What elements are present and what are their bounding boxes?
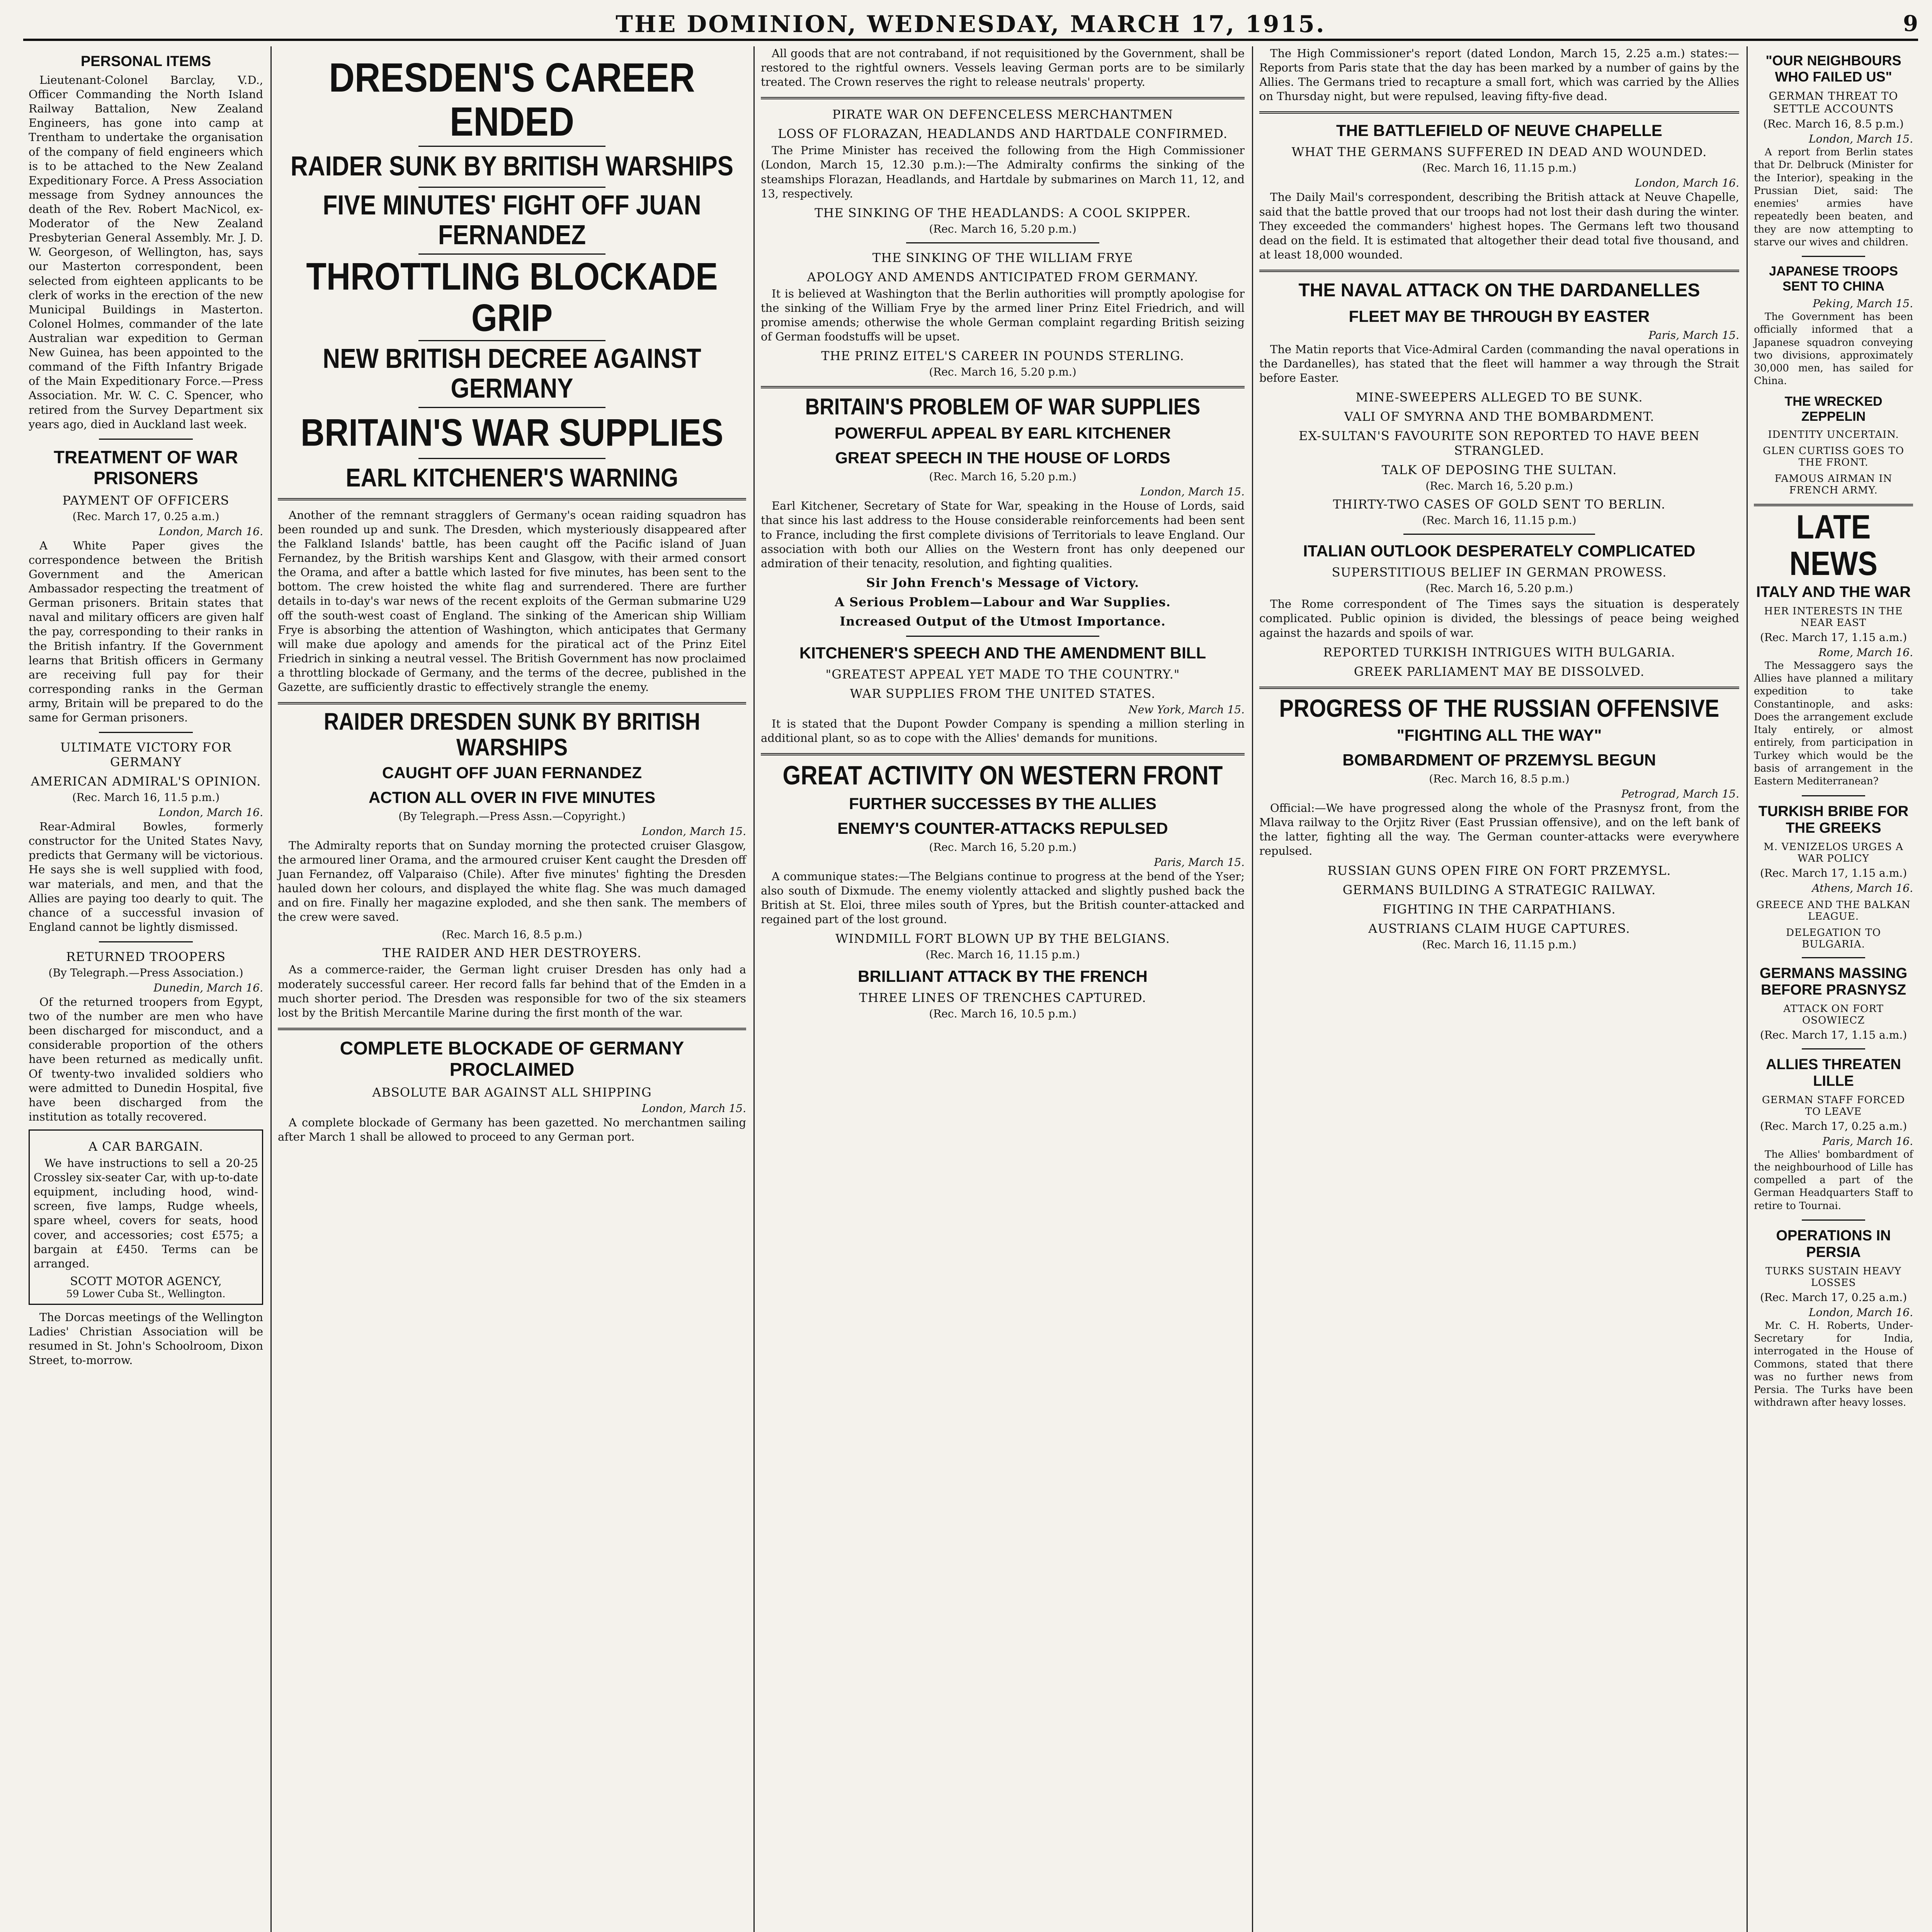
mine-sub: MINE-SWEEPERS ALLEGED TO BE SUNK. [1355,390,1643,405]
threat-sub: GERMAN THREAT TO SETTLE ACCOUNTS [1769,90,1898,115]
neuve-place: London, March 16. [1635,177,1739,190]
headline-further-successes: FURTHER SUCCESSES BY THE ALLIES [849,794,1156,813]
airman-sub: FAMOUS AIRMAN IN FRENCH ARMY. [1774,473,1893,496]
deposing-dateline: (Rec. March 16, 5.20 p.m.) [1425,480,1573,493]
fleet-text: The Matin reports that Vice-Admiral Carden (commanding the naval operations in the Dardanelles), has stated that the fleet will hammer a way through the Strait before Easter. [1259,342,1739,385]
headline-counter-attacks: ENEMY'S COUNTER-ATTACKS REPULSED [837,819,1168,837]
headline-complete-blockade: COMPLETE BLOCKADE OF GERMANY PROCLAIMED [340,1038,684,1080]
neuve-sub: WHAT THE GERMANS SUFFERED IN DEAD AND WOUNDED. [1291,145,1707,160]
eitel-dateline: (Rec. March 16, 5.20 p.m.) [929,366,1077,379]
guns-sub: RUSSIAN GUNS OPEN FIRE ON FORT PRZEMYSL. [1327,863,1671,878]
western-text: A communique states:—The Belgians continue to progress at the bend of the Yser; also south of Dixmude. The enemy violently attacked and slightly pushed back the British at St. Eloi, three miles south of Ypres, but the British counter-attacked and regained part of the lost ground. [761,869,1245,926]
returned-text: Of the returned troopers from Egypt, two of the number are men who have been discharged for misconduct, and a considerable proportion of the others have been returned as medically unfit. Of twenty-two invalided soldiers who were admitted to Dunedin Hospital, five have been discharged from the institution as totally recovered. [29,995,263,1123]
absolute-sub: ABSOLUTE BAR AGAINST ALL SHIPPING [372,1085,652,1100]
ultimate-sub: AMERICAN ADMIRAL'S OPINION. [31,774,261,789]
osowiecz-sub: ATTACK ON FORT OSOWIECZ [1783,1003,1884,1026]
neuve-text: The Daily Mail's correspondent, describing the British attack at Neuve Chapelle, said that the battle proved that our troops had not lost their dash during the winter. They exceeded the commanders' highest hopes. The Germans left two thousand dead on the field. It is estimated that altogether their dead total five thousand, and at least 18,000 wounded. [1259,190,1739,261]
western-dateline: (Rec. March 16, 5.20 p.m.) [929,840,1077,854]
goods-text: All goods that are not contraband, if not requisitioned by the Government, shall be restored to the rightful owners. Vessels leaving German ports are to be similarly treated. The Crown reserves the right to release neutrals' property. [761,47,1245,89]
car-address: 59 Lower Cuba St., Wellington. [66,1288,226,1300]
headline-prasnysz: GERMANS MASSING BEFORE PRASNYSZ [1759,965,1908,998]
threat-place: London, March 15. [1809,133,1913,145]
column-3 [755,46,1250,1932]
greeks-dateline: (Rec. March 17, 1.15 a.m.) [1760,866,1907,879]
headlands-sub: THE SINKING OF THE HEADLANDS: A COOL SKIPPER. [815,205,1191,220]
frye-heading: THE SINKING OF THE WILLIAM FRYE [872,250,1133,265]
payment-place: London, March 16. [159,525,263,538]
us-text: It is stated that the Dupont Powder Company is spending a million sterling in additional plant, so as to cope with the Allies' demands for munitions. [761,717,1245,745]
osowiecz-dateline: (Rec. March 17, 1.15 a.m.) [1760,1028,1907,1041]
interests-sub: HER INTERESTS IN THE NEAR EAST [1764,605,1903,629]
labour-sub: A Serious Problem—Labour and War Supplies. [835,594,1171,609]
gold-dateline: (Rec. March 16, 11.15 p.m.) [1422,514,1577,527]
headline-problem: BRITAIN'S PROBLEM OF WAR SUPPLIES [805,394,1201,420]
delegation-sub: DELEGATION TO BULGARIA. [1786,927,1881,950]
fleet-place: Paris, March 15. [1648,328,1739,342]
byline: (By Telegraph.—Press Assn.—Copyright.) [398,810,626,823]
venizelos-sub: M. VENIZELOS URGES A WAR POLICY [1764,841,1903,864]
dorcas-text: The Dorcas meetings of the Wellington Ladies' Christian Association will be resumed in St. John's Schoolroom, Dixon Street, to-morrow. [29,1310,263,1367]
headline-russian-offensive: PROGRESS OF THE RUSSIAN OFFENSIVE [1279,694,1719,722]
headline-war-supplies: BRITAIN'S WAR SUPPLIES [301,411,723,454]
eitel-sub: THE PRINZ EITEL'S CAREER IN POUNDS STERLING. [821,349,1184,364]
persia-dateline: (Rec. March 17, 0.25 a.m.) [1760,1291,1907,1304]
ultimate-dateline: (Rec. March 16, 11.5 p.m.) [72,791,220,804]
headline-raider-dresden: RAIDER DRESDEN SUNK BY BRITISH WARSHIPS [323,708,701,761]
headline-action-over: ACTION ALL OVER IN FIVE MINUTES [368,788,656,806]
headline-brilliant-attack: BRILLIANT ATTACK BY THE FRENCH [858,967,1148,986]
headline-five-minutes: FIVE MINUTES' FIGHT OFF JUAN FERNANDEZ [323,190,701,250]
italy-text: The Messaggero says the Allies have planned a military expedition to take Constantinople, and asks: Does the arrangement exclude Italy entirely, or almost entirely, from participation in Turkey which would be the basis of arrangement in the Eastern Mediterranean? [1754,660,1913,787]
treatment-heading: TREATMENT OF WAR PRISONERS [54,447,238,488]
column-1 [23,46,269,1932]
headline-neighbours: "OUR NEIGHBOURS WHO FAILED US" [1765,53,1901,85]
speech-place: London, March 15. [1140,485,1245,498]
windmill-dateline: (Rec. March 16, 11.15 p.m.) [925,948,1080,961]
piracy-heading: PIRATE WAR ON DEFENCELESS MERCHANTMEN [832,107,1173,122]
headline-speech: GREAT SPEECH IN THE HOUSE OF LORDS [835,449,1170,467]
payment-dateline: (Rec. March 17, 0.25 a.m.) [72,510,219,523]
balkan-sub: GREECE AND THE BALKAN LEAGUE. [1756,899,1911,922]
column-5 [1748,46,1918,1932]
headline-kitchener-warning: EARL KITCHENER'S WARNING [345,463,679,492]
speech-text: Earl Kitchener, Secretary of State for War, speaking in the House of Lords, said that since his last address to the House considerable reinforcements had been sent to France, including the first complete divisions of Territorials to leave England. Our association with both our Allies on the Western front has only deepened our admiration of their tenacity, resolution, and fighting qualities. [761,499,1245,570]
piracy-text: The Prime Minister has received the following from the High Commissioner (London, March 15, 12.30 p.m.):—The Admiralty confirms the sinking of the steamships Florazan, Headlands, and Hartdale by submarines on March 11, 12, and 13, respectively. [761,144,1245,200]
column-rule [270,46,272,1932]
newspaper-title: THE DOMINION, WEDNESDAY, MARCH 17, 1915. [616,11,1326,38]
przemysl-dateline: (Rec. March 16, 8.5 p.m.) [1429,772,1570,786]
austrians-dateline: (Rec. March 16, 11.15 p.m.) [1422,938,1577,951]
us-place: New York, March 15. [1128,703,1245,716]
western-place: Paris, March 15. [1154,855,1245,869]
windmill-sub: WINDMILL FORT BLOWN UP BY THE BELGIANS. [835,931,1170,946]
headline-japanese: JAPANESE TROOPS SENT TO CHINA [1769,264,1898,294]
returned-place: Dunedin, March 16. [153,981,263,995]
przemysl-text: Official:—We have progressed along the whole of the Prasnysz front, from the Mlava railway to the Orjitz River (East Prussian offensive), and on the left bank of the latter, fighting all the way. The German counter-attacks were everywhere repulsed. [1259,801,1739,858]
italy-dateline: (Rec. March 17, 1.15 a.m.) [1760,631,1907,644]
deposing-sub: TALK OF DEPOSING THE SULTAN. [1381,463,1617,478]
masthead [23,11,1918,41]
returned-heading: RETURNED TROOPERS [66,949,226,964]
curtiss-sub: GLEN CURTISS GOES TO THE FRONT. [1763,445,1904,468]
gold-sub: THIRTY-TWO CASES OF GOLD SENT TO BERLIN. [1333,497,1666,512]
car-agency: SCOTT MOTOR AGENCY, [70,1274,222,1288]
threat-dateline: (Rec. March 16, 8.5 p.m.) [1763,117,1904,130]
raider-text: As a commerce-raider, the German light cruiser Dresden has only had a moderately successful career. Her record falls far behind that of the Emden in a much shorter period. The Dresden was responsible for two of the six steamers lost by the British Mercantile Marine during the first month of the war. [278,963,746,1019]
persia-text: Mr. C. H. Roberts, Under-Secretary for India, interrogated in the House of Commons, stated that there was no further news from Persia. The Turks have been withdrawn after heavy losses. [1754,1320,1913,1409]
headline-dardanelles: THE NAVAL ATTACK ON THE DARDANELLES [1298,280,1700,301]
headline-new-decree: NEW BRITISH DECREE AGAINST GERMANY [323,343,701,404]
greeks-place: Athens, March 16. [1812,881,1913,895]
headline-caught-off: CAUGHT OFF JUAN FERNANDEZ [382,763,642,782]
austrians-sub: AUSTRIANS CLAIM HUGE CAPTURES. [1368,921,1630,936]
headline-persia: OPERATIONS IN PERSIA [1776,1227,1891,1260]
greek-sub: GREEK PARLIAMENT MAY BE DISSOLVED. [1354,664,1645,679]
us-sub: WAR SUPPLIES FROM THE UNITED STATES. [850,686,1156,701]
sultan-sub: EX-SULTAN'S FAVOURITE SON REPORTED TO HAVE BEEN STRANGLED. [1299,429,1700,458]
column-rule [753,46,755,1932]
headline-western-front: GREAT ACTIVITY ON WESTERN FRONT [782,760,1223,791]
speech-dateline: (Rec. March 16, 5.20 p.m.) [929,470,1077,483]
page-number: 9 [1903,11,1918,36]
dresden-dateline-2: (Rec. March 16, 8.5 p.m.) [442,928,582,941]
amendment-sub: "GREATEST APPEAL YET MADE TO THE COUNTRY." [825,667,1180,682]
message-sub: Sir John French's Message of Victory. [866,575,1139,590]
frye-text: It is believed at Washington that the Berlin authorities will promptly apologise for the sinking of the William Frye by the armed liner Prinz Eitel Friedrich, and will promise amends; otherwise the whole German complaint regarding British seizing of German foodstuffs will be upset. [761,287,1245,344]
absolute-place: London, March 15. [642,1102,746,1115]
przemysl-place: Petrograd, March 15. [1621,787,1739,801]
trenches-sub: THREE LINES OF TRENCHES CAPTURED. [859,990,1146,1005]
column-rule [1252,46,1253,1932]
headline-italian-outlook: ITALIAN OUTLOOK DESPERATELY COMPLICATED [1303,542,1696,560]
payment-sub: PAYMENT OF OFFICERS [62,493,230,508]
headlands-dateline: (Rec. March 16, 5.20 p.m.) [929,222,1077,235]
headline-appeal: POWERFUL APPEAL BY EARL KITCHENER [834,424,1171,442]
headline-late-news: LATE NEWS [1789,508,1878,583]
neuve-dateline: (Rec. March 16, 11.15 p.m.) [1422,162,1577,175]
lille-dateline: (Rec. March 17, 0.25 a.m.) [1760,1119,1907,1133]
dresden-place: London, March 15. [642,825,746,838]
personal-items-text: Lieutenant-Colonel Barclay, V.D., Officer Commanding the North Island Railway Battalion, New Zealand Engineers, has gone into camp at Trentham to undertake the organisation of the company of field engineers which is to be attached to the New Zealand Expeditionary Force. A Press Association message from Sydney announces the death of the Rev. Robert MacNicol, ex-Moderator of the New Zealand Presbyterian General Assembly. Mr. J. D. W. Georgeson, of Wellington, has, says our Masterton correspondent, been selected from eighteen applicants to be clerk of works in the erection of the new Municipal Buildings in Masterton. Colonel Holmes, commander of the late Australian war expedition to German New Guinea, has been appointed to the command of the Fifth Infantry Brigade of the Main Expeditionary Force.—Press Association. Mr. W. C. C. Spencer, who retired from the Survey Department six years ago, died in Auckland last week. [29,73,263,431]
persia-place: London, March 16. [1809,1306,1913,1319]
returned-byline: (By Telegraph.—Press Association.) [48,966,243,980]
japanese-place: Peking, March 15. [1813,297,1913,310]
headline-zeppelin: THE WRECKED ZEPPELIN [1784,394,1883,424]
ultimate-heading: ULTIMATE VICTORY FOR GERMANY [60,740,232,770]
car-text: We have instructions to sell a 20-25 Crossley six-seater Car, with up-to-date equipment, including hood, wind-screen, five lamps, Rudge wheels, spare wheel, covers for seats, hood cover, and accessories; cost £575; a bargain at £450. Terms can be arranged. [34,1156,258,1270]
headline-neuve-chapelle: THE BATTLEFIELD OF NEUVE CHAPELLE [1336,121,1662,140]
identity-sub: IDENTITY UNCERTAIN. [1768,429,1899,440]
frye-sub: APOLOGY AND AMENDS ANTICIPATED FROM GERMANY. [807,269,1199,284]
absolute-text: A complete blockade of Germany has been gazetted. No merchantmen sailing after March 1 shall be allowed to proceed to any German port. [278,1116,746,1143]
piracy-sub: LOSS OF FLORAZAN, HEADLANDS AND HARTDALE CONFIRMED. [777,126,1228,141]
lille-place: Paris, March 16. [1822,1134,1913,1148]
staff-sub: GERMAN STAFF FORCED TO LEAVE [1762,1094,1905,1117]
ultimate-text: Rear-Admiral Bowles, formerly constructor for the United States Navy, predicts that Germany will be victorious. He says she is well supplied with food, war materials, and men, and that the Allies are paying too dearly to quit. The chance of a successful invasion of England cannot be lightly dismissed. [29,820,263,934]
headline-dresden-career: DRESDEN'S CAREER ENDED [329,55,695,145]
headline-przemysl: BOMBARDMENT OF PRZEMYSL BEGUN [1342,751,1656,769]
output-sub: Increased Output of the Utmost Importance. [840,614,1166,629]
car-advertisement [29,1129,263,1305]
headline-raider-sunk: RAIDER SUNK BY BRITISH WARSHIPS [291,151,733,182]
dresden-text: The Admiralty reports that on Sunday morning the protected cruiser Glasgow, the armoured liner Orama, and the armoured cruiser Kent caught the Dresden off Juan Fernandez, off Valparaiso (Chile). After five minutes' fighting the Dresden hauled down her colours, and displayed the white flag. She was much damaged and on fire. Finally her magazine exploded, and she then sank. The members of the crew were saved. [278,838,746,924]
column-4 [1254,46,1745,1932]
raider-heading: THE RAIDER AND HER DESTROYERS. [382,946,642,961]
column-2 [272,46,752,1932]
column-rule [1747,46,1748,1932]
headline-fleet-easter: FLEET MAY BE THROUGH BY EASTER [1349,307,1650,325]
headline-lille: ALLIES THREATEN LILLE [1766,1056,1901,1089]
headline-throttling-blockade: THROTTLING BLOCKADE GRIP [306,255,718,339]
payment-text: A White Paper gives the correspondence between the British Government and the American Ambassador respecting the treatment of German prisoners. Britain states that naval and military officers are given half the pay, corresponding to their ranks in the British infantry. If the Government learns that British officers in Germany are receiving full pay for their corresponding ranks in the German army, Britain will be prepared to do the same for German prisoners. [29,539,263,724]
hc-text: The High Commissioner's report (dated London, March 15, 2.25 a.m.) states:—Reports from Paris state that the day has been marked by a number of gains by the Allies. The Germans tried to recapture a small fort, which was carried by the Allies on Thursday night, but were repulsed, leaving fifty-five dead. [1259,47,1739,103]
car-heading: A CAR BARGAIN. [88,1139,204,1154]
lille-text: The Allies' bombardment of the neighbourhood of Lille has compelled a part of the German Headquarters Staff to retire to Tournai. [1754,1148,1913,1212]
headline-fighting-all-the-way: "FIGHTING ALL THE WAY" [1396,726,1602,745]
persia-sub: TURKS SUSTAIN HEAVY LOSSES [1765,1265,1901,1289]
ultimate-place: London, March 16. [159,806,263,819]
threat-text: A report from Berlin states that Dr. Delbruck (Minister for the Interior), speaking in the Prussian Diet, said: The enemies' armies have repeatedly been beaten, and they are now attempting to starve our wives and children. [1754,146,1913,248]
superstitious-sub: SUPERSTITIOUS BELIEF IN GERMAN PROWESS. [1332,565,1667,580]
italy-place: Rome, March 16. [1818,646,1913,659]
strategic-sub: GERMANS BUILDING A STRATEGIC RAILWAY. [1342,882,1656,897]
trenches-dateline: (Rec. March 16, 10.5 p.m.) [929,1007,1077,1020]
headline-amendment: KITCHENER'S SPEECH AND THE AMENDMENT BILL [799,643,1206,662]
smyrna-sub: VALI OF SMYRNA AND THE BOMBARDMENT. [1344,409,1655,424]
headline-italy-war: ITALY AND THE WAR [1756,583,1911,600]
carpathians-sub: FIGHTING IN THE CARPATHIANS. [1383,901,1616,917]
italian-text: The Rome correspondent of The Times says the situation is desperately complicated. Public opinion is divided, the blessings of peace being weighed against the hazards and spoils of war. [1259,597,1739,639]
summary-text: Another of the remnant stragglers of Germany's ocean raiding squadron has been rounded up and sunk. The Dresden, which mysteriously disappeared after the Falkland Islands' battle, has been caught off the Pacific island of Juan Fernandez, by the British warships Kent and Glasgow, with their armed consort the Orama, and after a battle which lasted for five minutes, has been sent to the bottom. The crew hoisted the white flag and surrendered. There are further details in to-day's war news of the recent exploits of the German submarine U29 off the south-west coast of England. The sinking of the American ship William Frye is absorbing the attention of Washington, which anticipates that Germany will make due apology and amends for the piratical act of the Prinz Eitel Friedrich in sinking a neutral vessel. The British Government has now proclaimed a throttling blockade of Germany, and the terms of the decree, published in the Gazette, are sufficiently drastic to effectively strangle the enemy. [278,508,746,694]
italian-dateline: (Rec. March 16, 5.20 p.m.) [1425,582,1573,595]
personal-items-heading: PERSONAL ITEMS [80,53,211,70]
japanese-text: The Government has been officially informed that a Japanese squadron conveying two divisions, approximately 30,000 men, has sailed for China. [1754,311,1913,387]
bulgaria-sub: REPORTED TURKISH INTRIGUES WITH BULGARIA. [1323,645,1675,660]
headline-turkish-bribe: TURKISH BRIBE FOR THE GREEKS [1758,803,1909,836]
